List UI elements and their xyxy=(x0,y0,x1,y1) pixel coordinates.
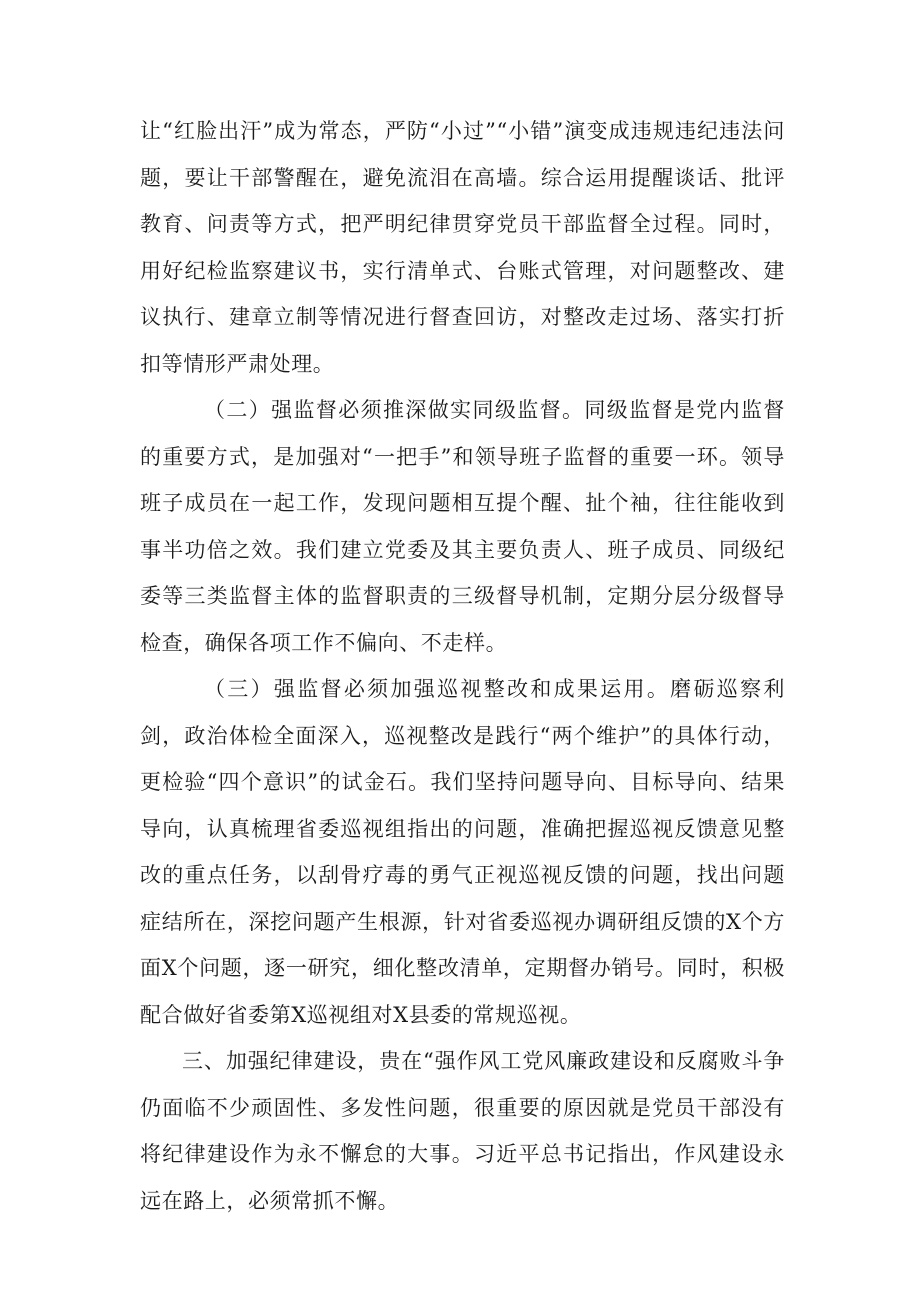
paragraph-discipline-enforcement: 让“红脸出汗”成为常态，严防“小过”“小错”演变成违规违纪违法问题，要让干部警醒在，避免流泪在高墙。综合运用提醒谈话、批评教育、问责等方式，把严明纪律贯穿党员干部监督全过程。同时，用好纪检监察建议书，实行清单式、台账式管理，对问题整改、建议执行、建章立制等情况进行督查回访，对整改走过场、落实打折扣等情形严肃处理。 xyxy=(140,119,785,376)
paragraph-discipline-construction: 三、加强纪律建设，贵在“强作风工党风廉政建设和反腐败斗争仍面临不少顽固性、多发性问题，很重要的原因就是党员干部没有将纪律建设作为永不懈怠的大事。习近平总书记指出，作风建设永远在路上，必须常抓不懈。 xyxy=(140,1049,785,1213)
paragraph-inspection-rectification: （三）强监督必须加强巡视整改和成果运用。磨砺巡察利剑，政治体检全面深入，巡视整改是践行“两个维护”的具体行动，更检验“四个意识”的试金石。我们坚持问题导向、目标导向、结果导向，认真梳理省委巡视组指出的问题，准确把握巡视反馈意见整改的重点任务，以刮骨疗毒的勇气正视巡视反馈的问题，找出问题症结所在，深挖问题产生根源，针对省委巡视办调研组反馈的X个方面X个问题，逐一研究，细化整改清单，定期督办销号。同时，积极配合做好省委第X巡视组对X县委的常规巡视。 xyxy=(140,677,785,1027)
paragraph-peer-supervision: （二）强监督必须推深做实同级监督。同级监督是党内监督的重要方式，是加强对“一把手”和领导班子监督的重要一环。领导班子成员在一起工作，发现问题相互提个醒、扯个袖，往往能收到事半功倍之效。我们建立党委及其主要负责人、班子成员、同级纪委等三类监督主体的监督职责的三级督导机制，定期分层分级督导检查，确保各项工作不偏向、不走样。 xyxy=(140,398,785,655)
document-body xyxy=(140,108,785,1224)
